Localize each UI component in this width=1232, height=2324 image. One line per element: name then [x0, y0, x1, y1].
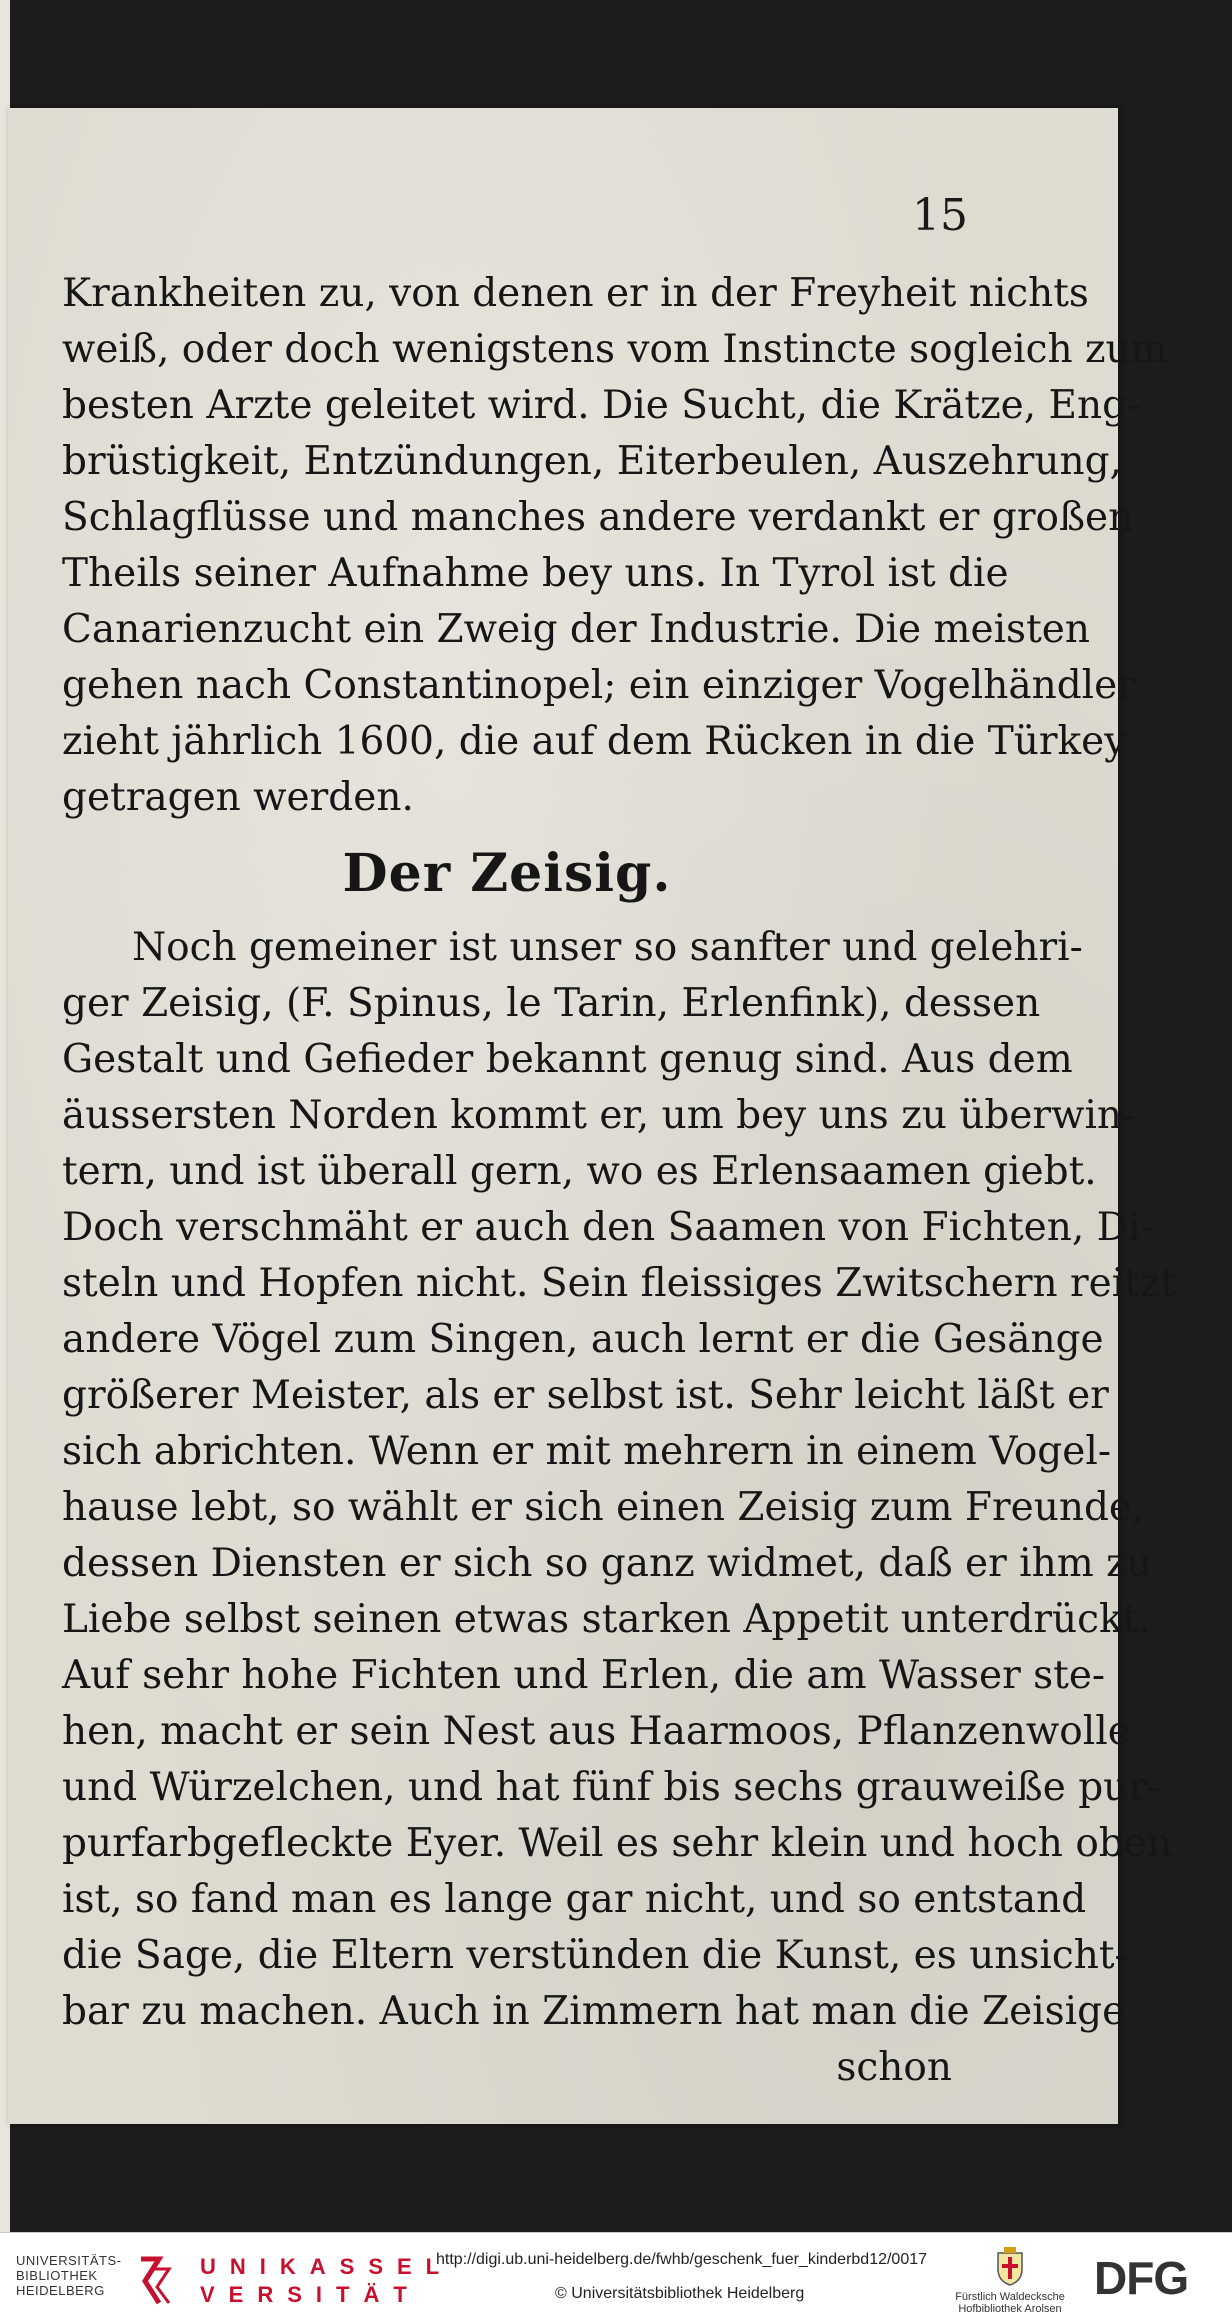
copyright-notice: © Universitätsbibliothek Heidelberg [555, 2285, 805, 2302]
kassel-bottom: VERSITÄT [200, 2282, 421, 2307]
viewer-footer [0, 2232, 1232, 2324]
heidelberg-mark-icon [135, 2253, 175, 2309]
text-line: getragen werden. [62, 775, 414, 820]
catchword: schon [836, 2045, 952, 2090]
text-line: ist, so fand man es lange gar nicht, und so entstand [62, 1877, 1087, 1922]
page-url[interactable]: http://digi.ub.uni-heidelberg.de/fwhb/geschenk_fuer_kinderbd12/0017 [436, 2251, 928, 2268]
text-line: Gestalt und Gefieder bekannt genug sind. Aus dem [62, 1037, 1073, 1082]
text-line: dessen Diensten er sich so ganz widmet, daß er ihm zu [62, 1541, 1152, 1586]
text-line: Noch gemeiner ist unser so sanfter und gelehri- [132, 925, 1083, 970]
arolsen-line: Fürstlich Waldecksche [955, 2291, 1065, 2303]
text-line: Schlagflüsse und manches andere verdankt er großen [62, 495, 1134, 540]
library-line: BIBLIOTHEK [16, 2268, 98, 2283]
text-line: gehen nach Constantinopel; ein einziger Vogelhändler [62, 663, 1136, 708]
text-line: Canarienzucht ein Zweig der Industrie. Die meisten [62, 607, 1090, 652]
text-line: hause lebt, so wählt er sich einen Zeisig zum Freunde, [62, 1485, 1145, 1530]
text-line: größerer Meister, als er selbst ist. Sehr leicht läßt er [62, 1373, 1109, 1418]
text-line: andere Vögel zum Singen, auch lernt er die Gesänge [62, 1317, 1104, 1362]
uni-kassel-logo [200, 2253, 453, 2309]
text-line: sich abrichten. Wenn er mit mehrern in einem Vogel- [62, 1429, 1112, 1474]
text-line: ger Zeisig, (F. Spinus, le Tarin, Erlenfink), dessen [62, 981, 1041, 1026]
text-line: bar zu machen. Auch in Zimmern hat man die Zeisige [62, 1989, 1126, 2034]
text-line: zieht jährlich 1600, die auf dem Rücken in die Türkey [62, 719, 1127, 764]
text-line: Krankheiten zu, von denen er in der Freyheit nichts [62, 271, 1089, 316]
text-line: tern, und ist überall gern, wo es Erlensaamen giebt. [62, 1149, 1097, 1194]
text-line: steln und Hopfen nicht. Sein fleissiges Zwitschern reitzt [62, 1261, 1177, 1306]
page-number: 15 [912, 190, 968, 241]
text-line: besten Arzte geleitet wird. Die Sucht, die Krätze, Eng- [62, 383, 1141, 428]
library-line: HEIDELBERG [16, 2283, 105, 2298]
text-line: und Würzelchen, und hat fünf bis sechs grauweiße pur- [62, 1765, 1161, 1810]
section-heading: Der Zeisig. [342, 843, 672, 904]
text-line: Liebe selbst seinen etwas starken Appetit unterdrückt. [62, 1597, 1151, 1642]
page-text [62, 266, 1177, 2096]
arolsen-library-logo [950, 2291, 1070, 2315]
text-line: die Sage, die Eltern verstünden die Kunst, es unsicht- [62, 1933, 1128, 1978]
text-line: weiß, oder doch wenigstens vom Instincte sogleich zum [62, 327, 1168, 372]
library-line: UNIVERSITÄTS- [16, 2253, 122, 2268]
arolsen-crest-icon [996, 2247, 1024, 2287]
text-line: Doch verschmäht er auch den Saamen von Fichten, Di- [62, 1205, 1154, 1250]
text-line: purfarbgefleckte Eyer. Weil es sehr klein und hoch oben [62, 1821, 1172, 1866]
dfg-logo: DFG [1094, 2252, 1189, 2304]
text-line: Theils seiner Aufnahme bey uns. In Tyrol ist die [62, 551, 1009, 596]
text-line: äussersten Norden kommt er, um bey uns zu überwin- [62, 1093, 1136, 1138]
text-line: hen, macht er sein Nest aus Haarmoos, Pflanzenwolle [62, 1709, 1131, 1754]
arolsen-line: Hofbibliothek Arolsen [958, 2303, 1062, 2315]
kassel-top: UNIKASSEL [200, 2254, 454, 2279]
text-line: brüstigkeit, Entzündungen, Eiterbeulen, Auszehrung, [62, 439, 1122, 484]
text-line: Auf sehr hohe Fichten und Erlen, die am Wasser ste- [62, 1653, 1106, 1698]
heidelberg-library-logo [16, 2253, 121, 2298]
